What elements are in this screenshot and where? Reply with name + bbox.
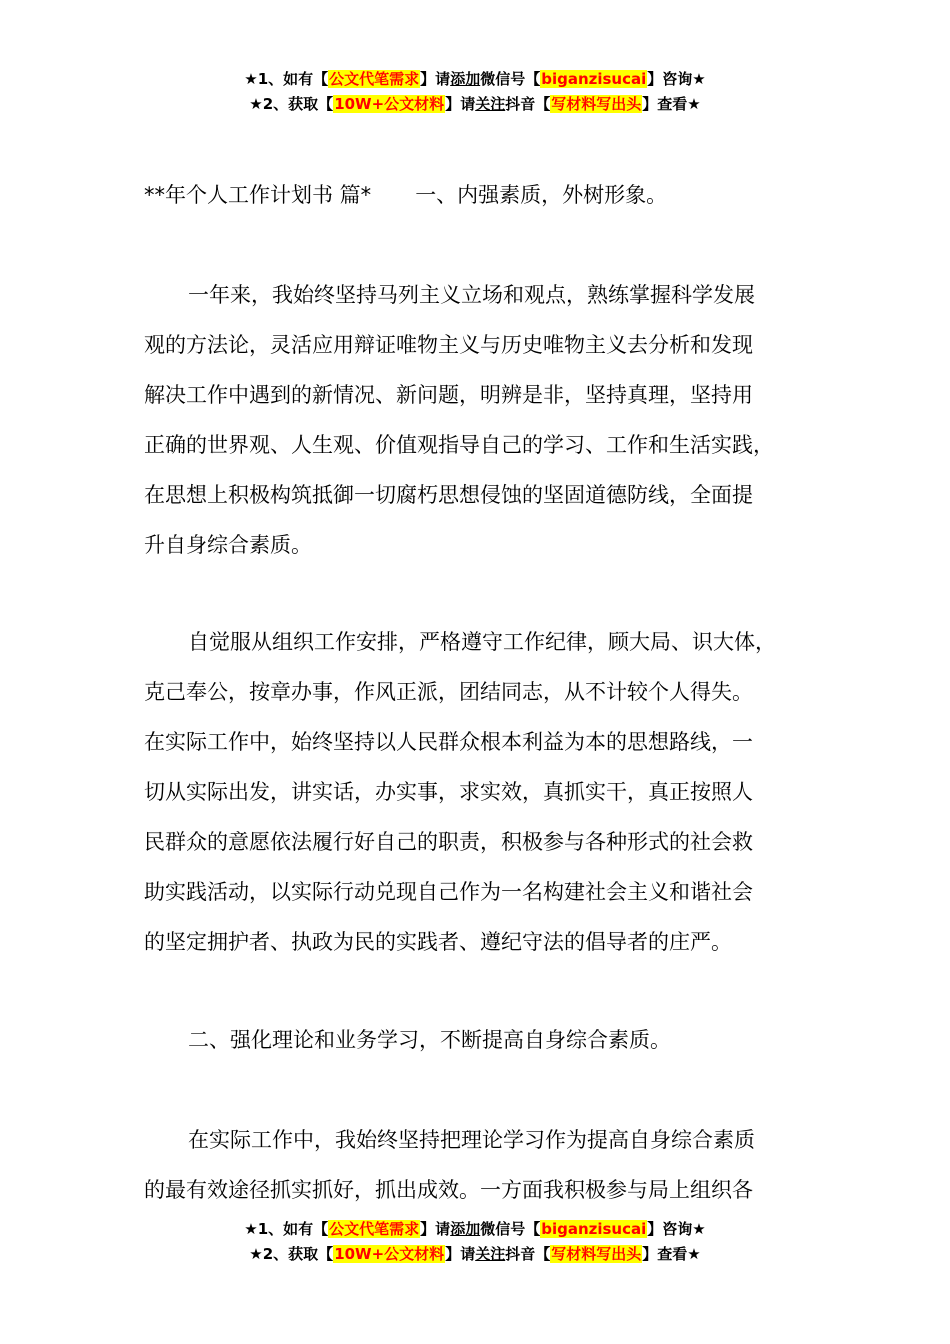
- banner-underlined: 关注: [475, 95, 506, 113]
- section-heading-1: 一、内强素质，外树形象。: [415, 183, 668, 207]
- banner-text: ★2、获取【: [249, 95, 334, 113]
- banner-text: 抖音【: [505, 95, 551, 113]
- paragraph-1: [144, 270, 834, 570]
- banner-text: 】查看★: [642, 95, 701, 113]
- title-line: [144, 170, 667, 220]
- document-title: **年个人工作计划书 篇*: [144, 183, 372, 207]
- banner-highlight: biganzisucai: [541, 1220, 647, 1238]
- paragraph-line: 自觉服从组织工作安排，严格遵守工作纪律，顾大局、识大体，: [188, 630, 776, 654]
- footer-banner: [0, 1217, 950, 1267]
- banner-text: ★1、如有【: [244, 1220, 329, 1238]
- paragraph-line: 民群众的意愿依法履行好自己的职责，积极参与各种形式的社会救: [144, 830, 753, 854]
- banner-highlight: biganzisucai: [541, 70, 647, 88]
- banner-text: 】咨询★: [647, 70, 706, 88]
- banner-highlight: 公文代笔需求: [329, 1220, 420, 1238]
- paragraph-line: 的坚定拥护者、执政为民的实践者、遵纪守法的倡导者的庄严。: [144, 930, 732, 954]
- paragraph-3: [144, 1115, 834, 1215]
- banner-line-1: [0, 67, 950, 92]
- banner-highlight: 写材料写出头: [551, 95, 642, 113]
- paragraph-line: 解决工作中遇到的新情况、新问题，明辨是非，坚持真理，坚持用: [144, 383, 753, 407]
- paragraph-line: 观的方法论，灵活应用辩证唯物主义与历史唯物主义去分析和发现: [144, 333, 753, 357]
- paragraph-line: 在实际工作中，始终坚持以人民群众根本利益为本的思想路线，一: [144, 730, 753, 754]
- paragraph-line: 升自身综合素质。: [144, 533, 312, 557]
- paragraph-line: 在实际工作中，我始终坚持把理论学习作为提高自身综合素质: [188, 1128, 755, 1152]
- banner-text: ★2、获取【: [249, 1245, 334, 1263]
- banner-text: 】咨询★: [647, 1220, 706, 1238]
- banner-highlight: 公文代笔需求: [329, 70, 420, 88]
- banner-text: 】请: [420, 70, 451, 88]
- banner-underlined: 添加: [450, 70, 481, 88]
- paragraph-line: 的最有效途径抓实抓好，抓出成效。一方面我积极参与局上组织各: [144, 1178, 753, 1202]
- paragraph-line: 一年来，我始终坚持马列主义立场和观点，熟练掌握科学发展: [188, 283, 755, 307]
- paragraph-line: 助实践活动，以实际行动兑现自己作为一名构建社会主义和谐社会: [144, 880, 753, 904]
- banner-underlined: 添加: [450, 1220, 481, 1238]
- banner-line-1: [0, 1217, 950, 1242]
- banner-highlight: 10W+公文材料: [334, 95, 445, 113]
- banner-text: 】请: [445, 95, 476, 113]
- banner-text: 】查看★: [642, 1245, 701, 1263]
- banner-text: 】请: [445, 1245, 476, 1263]
- paragraph-line: 在思想上积极构筑抵御一切腐朽思想侵蚀的坚固道德防线，全面提: [144, 483, 753, 507]
- banner-highlight: 写材料写出头: [551, 1245, 642, 1263]
- section-heading-2-wrap: [144, 1015, 834, 1065]
- banner-text: ★1、如有【: [244, 70, 329, 88]
- banner-line-2: [0, 1242, 950, 1267]
- paragraph-line: 切从实际出发，讲实话，办实事，求实效，真抓实干，真正按照人: [144, 780, 753, 804]
- section-heading-2: 二、强化理论和业务学习，不断提高自身综合素质。: [188, 1028, 671, 1052]
- banner-highlight: 10W+公文材料: [334, 1245, 445, 1263]
- banner-underlined: 关注: [475, 1245, 506, 1263]
- banner-line-2: [0, 92, 950, 117]
- header-banner: [0, 67, 950, 117]
- paragraph-line: 正确的世界观、人生观、价值观指导自己的学习、工作和生活实践，: [144, 433, 774, 457]
- banner-text: 】请: [420, 1220, 451, 1238]
- banner-text: 微信号【: [480, 1220, 541, 1238]
- paragraph-line: 克己奉公，按章办事，作风正派，团结同志，从不计较个人得失。: [144, 680, 753, 704]
- banner-text: 微信号【: [480, 70, 541, 88]
- paragraph-2: [144, 617, 834, 967]
- banner-text: 抖音【: [505, 1245, 551, 1263]
